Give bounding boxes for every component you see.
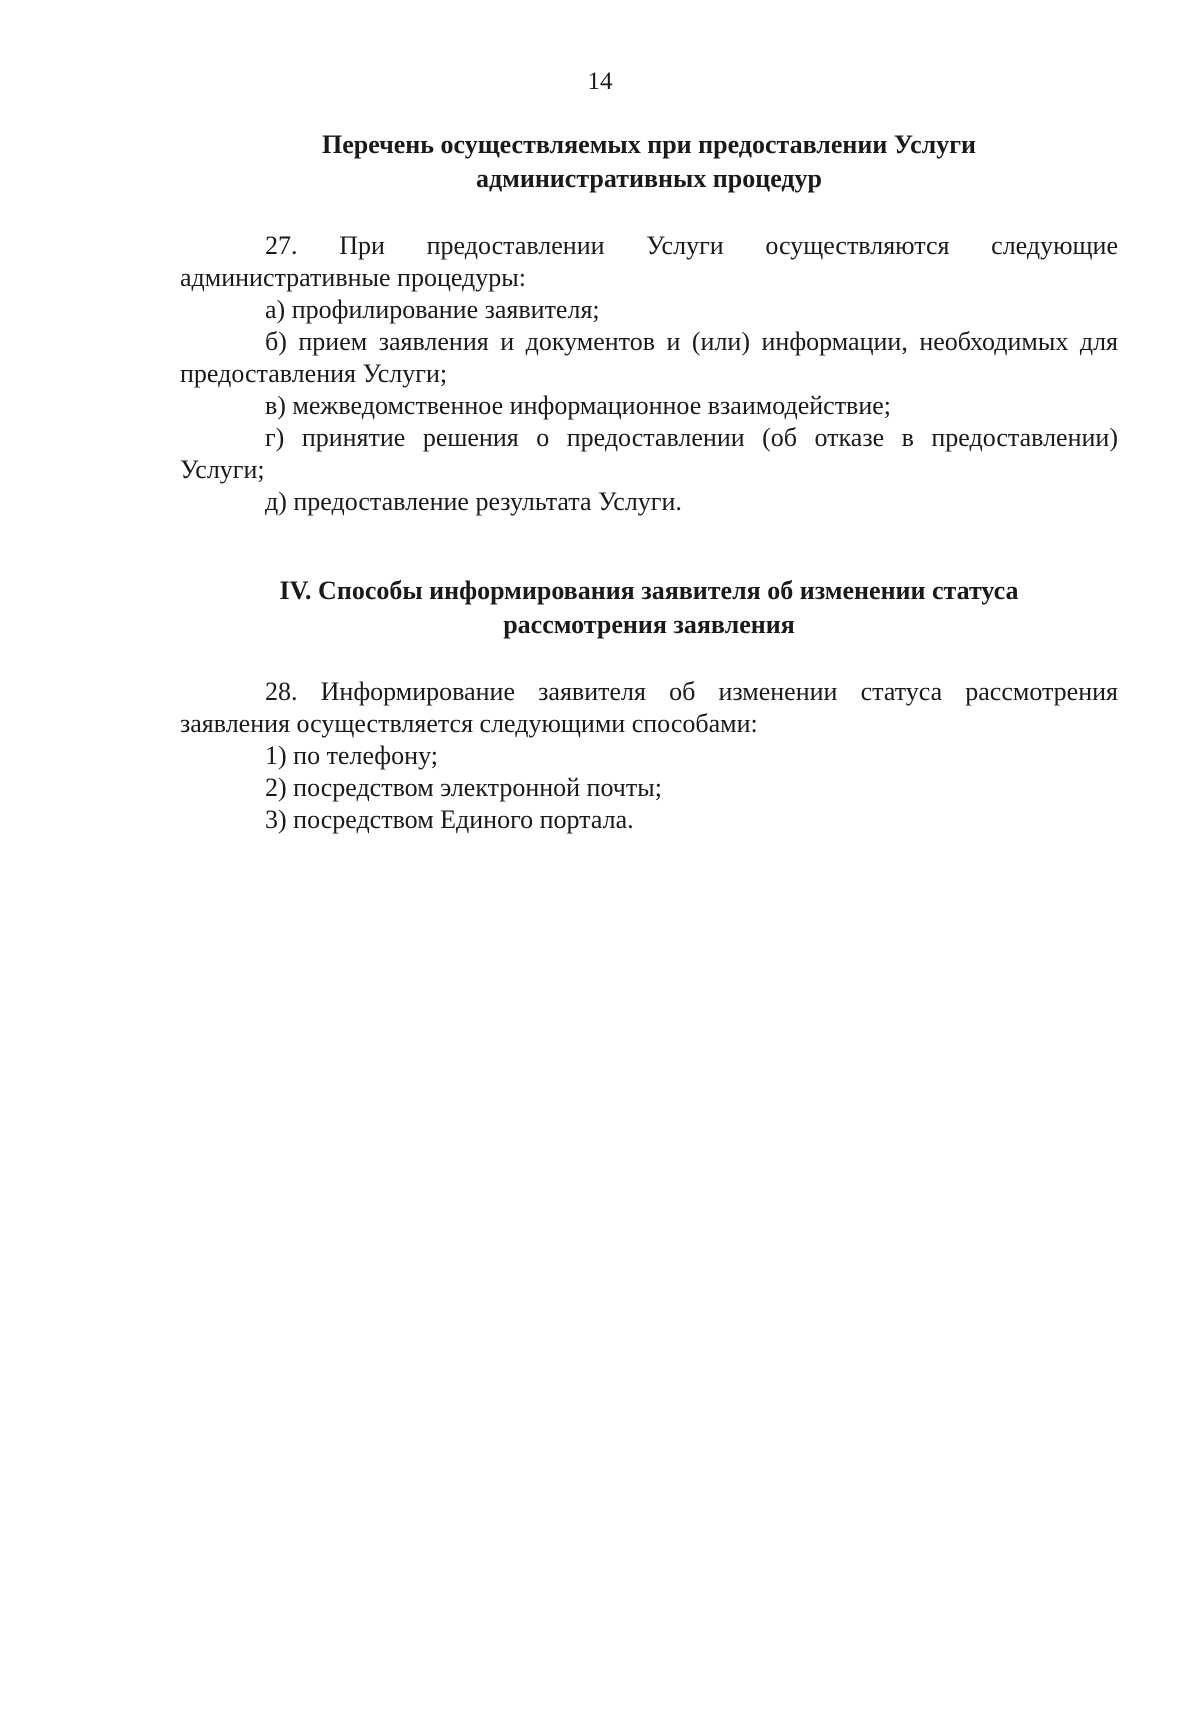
list-item: в) межведомственное информационное взаимодействие; xyxy=(265,391,892,420)
list-item: б) прием заявления и документов и (или) информации, необходимых для предоставления Услуги; xyxy=(180,327,1118,388)
paragraph-28: 28. Информирование заявителя об изменении статуса рассмотрения заявления осуществляется следующими способами: xyxy=(180,677,1118,738)
section-heading-iv xyxy=(180,574,1118,642)
list-item: 2) посредством электронной почты; xyxy=(265,773,662,802)
heading-line: IV. Способы информирования заявителя об изменении статуса xyxy=(279,576,1019,605)
list-item: д) предоставление результата Услуги. xyxy=(265,487,682,516)
heading-line: Перечень осуществляемых при предоставлении Услуги xyxy=(321,130,977,159)
section-heading-procedures xyxy=(180,128,1118,196)
list-item: 1) по телефону; xyxy=(265,741,438,770)
document-body xyxy=(180,128,1118,836)
list-item: а) профилирование заявителя; xyxy=(265,295,600,324)
list-item: г) принятие решения о предоставлении (об отказе в предоставлении) Услуги; xyxy=(180,423,1118,484)
heading-line: административных процедур xyxy=(475,164,823,193)
heading-line: рассмотрения заявления xyxy=(503,610,795,639)
paragraph-27: 27. При предоставлении Услуги осуществляются следующие административные процедуры: xyxy=(180,231,1118,292)
list-item: 3) посредством Единого портала. xyxy=(265,805,634,834)
page-number: 14 xyxy=(587,68,613,95)
